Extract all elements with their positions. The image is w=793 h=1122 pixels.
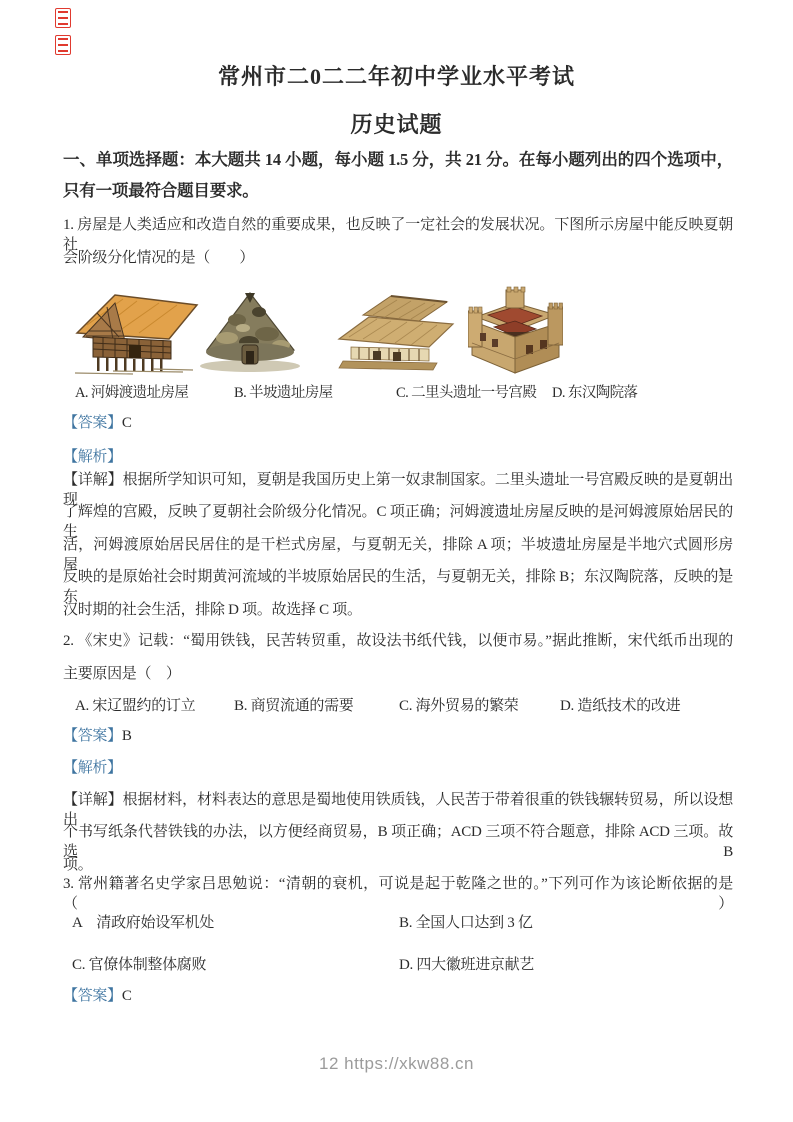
q3-option-c: C. 官僚体制整体腐败 — [72, 957, 207, 973]
page-title: 常州市二0二二年初中学业水平考试 — [217, 64, 575, 89]
q1-option-c: C. 二里头遗址一号宫殿 — [396, 385, 537, 401]
q2-analysis-line — [63, 758, 733, 778]
q1-detail-line: 活，河姆渡原始居民居住的是干栏式房屋，与夏朝无关，排除 A 项；半坡遗址房屋是半地穴式圆形房屋， — [63, 537, 733, 573]
q1-option-d: D. 东汉陶院落 — [552, 385, 638, 401]
figure-banpo-round-hut — [197, 290, 303, 375]
q1-stem-line-1: 1. 房屋是人类适应和改造自然的重要成果，也反映了一定社会的发展状况。下图所示房屋中能反映夏朝社 — [63, 217, 733, 253]
answer-tag: 【答案】 — [63, 415, 122, 431]
q3-answer-line — [63, 986, 733, 1006]
q1-option-a: A. 河姆渡遗址房屋 — [75, 385, 189, 401]
page-footer: 12 https://xkw88.cn — [318, 1054, 475, 1073]
answer-tag: 【答案】 — [63, 988, 122, 1004]
q3-answer-value: C — [121, 988, 132, 1004]
section-intro-line-2: 只有一项最符合题目要求。 — [63, 181, 259, 200]
answer-tag: 【答案】 — [63, 728, 122, 744]
q2-detail-line: 项。 — [63, 857, 93, 873]
q2-detail-line: 个书写纸条代替铁钱的办法，以方便经商贸易，B 项正确；ACD 三项不符合题意，排除 ACD 三项。故选 B — [63, 824, 733, 860]
section-intro-line-1: 一、单项选择题：本大题共 14 小题，每小题 1.5 分，共 21 分。在每小题列出的四个选项中， — [63, 150, 733, 169]
q2-option-d: D. 造纸技术的改进 — [560, 698, 681, 714]
page-subtitle: 历史试题 — [350, 112, 443, 137]
q1-option-b: B. 半坡遗址房屋 — [234, 385, 333, 401]
q3-stem-line: 3. 常州籍著名史学家吕思勉说：“清朝的衰机，可说是起于乾隆之世的。”下列可作为该论断依据的是（ ） — [63, 876, 733, 912]
q1-stem-line-2: 会阶级分化情况的是（ ） — [63, 250, 255, 266]
analysis-tag: 【解析】 — [63, 449, 122, 465]
q2-option-a: A. 宋辽盟约的订立 — [75, 698, 196, 714]
q3-option-a: A 清政府始设军机处 — [72, 915, 215, 931]
q1-detail-line: 反映的是原始社会时期黄河流域的半坡原始居民的生活，与夏朝无关，排除 B；东汉陶院落，反映的是东 — [63, 569, 733, 605]
q3-option-d: D. 四大徽班进京献艺 — [399, 957, 535, 973]
q1-detail-line: 汉时期的社会生活，排除 D 项。故选择 C 项。 — [63, 602, 362, 618]
q3-option-b: B. 全国人口达到 3 亿 — [399, 915, 533, 931]
q1-analysis-line — [63, 447, 733, 467]
q1-detail-line: 了辉煌的宫殿，反映了夏朝社会阶级分化情况。C 项正确；河姆渡遗址房屋反映的是河姆渡原始居民的生 — [63, 504, 733, 540]
q1-answer-value: C — [121, 415, 132, 431]
q2-answer-value: B — [121, 728, 132, 744]
q1-answer-line — [63, 413, 733, 433]
q2-option-b: B. 商贸流通的需要 — [234, 698, 354, 714]
analysis-tag: 【解析】 — [63, 760, 122, 776]
q2-detail-line: 【详解】根据材料，材料表达的意思是蜀地使用铁质钱，人民苦于带着很重的铁钱辗转贸易，所以设想出 — [63, 792, 733, 828]
figure-hemudu-stilt-house — [73, 287, 200, 375]
q2-option-c: C. 海外贸易的繁荣 — [399, 698, 519, 714]
q2-stem-line-2: 主要原因是（ ） — [63, 666, 181, 682]
red-stamp-icon — [55, 8, 71, 28]
figure-han-pottery-courtyard — [468, 285, 563, 377]
q2-stem-line-1: 2. 《宋史》记载：“蜀用铁钱，民苦转贸重，故设法书纸代钱，以便市易。”据此推断，宋代纸币出现的 — [63, 633, 733, 649]
red-stamp-icon — [55, 35, 71, 55]
figure-erlitou-palace — [333, 291, 460, 373]
q2-answer-line — [63, 726, 733, 746]
q1-detail-line: 【详解】根据所学知识可知，夏朝是我国历史上第一奴隶制国家。二里头遗址一号宫殿反映的是夏朝出现 — [63, 472, 733, 508]
